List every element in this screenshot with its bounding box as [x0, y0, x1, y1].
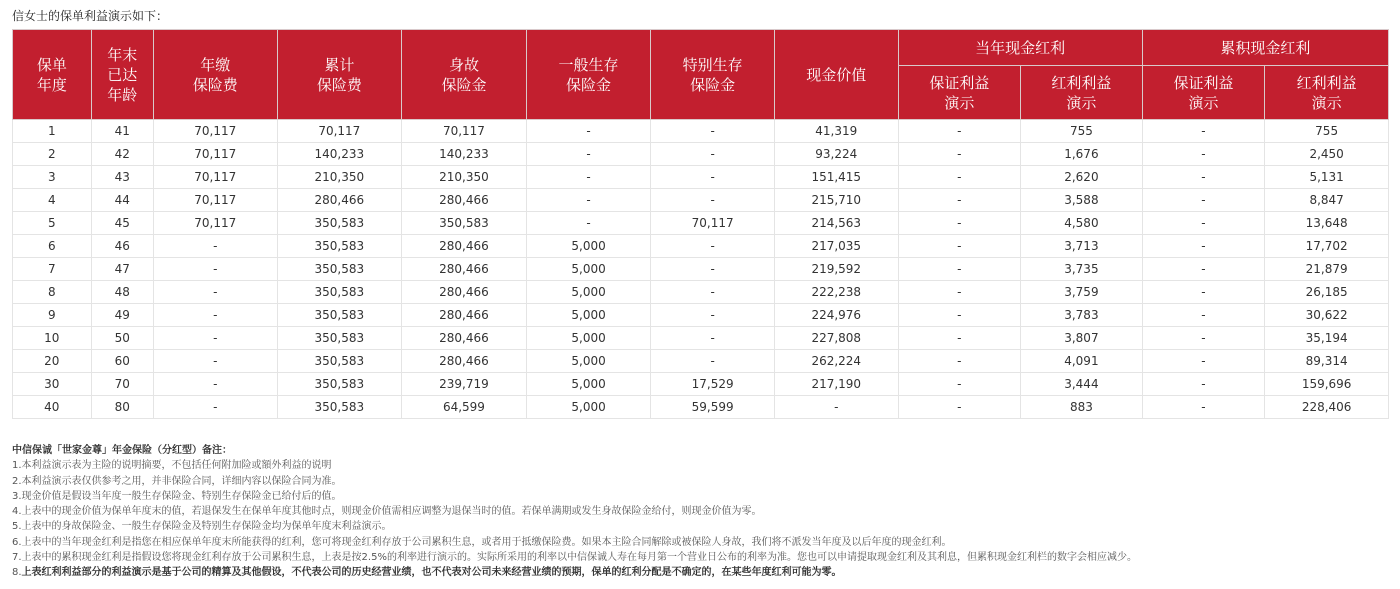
- table-cell: 70,117: [153, 212, 277, 235]
- table-cell: 3,759: [1021, 281, 1143, 304]
- table-cell: -: [898, 189, 1021, 212]
- table-cell: -: [898, 350, 1021, 373]
- table-cell: 217,035: [774, 235, 898, 258]
- table-cell: -: [526, 212, 651, 235]
- table-cell: 228,406: [1265, 396, 1389, 419]
- table-cell: -: [898, 235, 1021, 258]
- note-item: 3.现金价值是假设当年度一般生存保险金、特别生存保险金已给付后的值。: [12, 490, 342, 502]
- table-cell: 70,117: [402, 120, 527, 143]
- note-item: 7.上表中的累积现金红利是指假设您将现金红利存放于公司累积生息，上表是按2.5%的利率进行演示的。实际所采用的利率以中信保诚人寿在每月第一个营业日公布的利率为准。您也可以申请提取现金红利及其利息，但累积现金红利栏的数字会相应减少。: [12, 552, 1137, 564]
- table-cell: 17,529: [651, 373, 775, 396]
- table-cell: 10: [13, 327, 92, 350]
- table-cell: 151,415: [774, 166, 898, 189]
- table-row: [13, 235, 1389, 258]
- table-cell: 280,466: [402, 189, 527, 212]
- table-cell: 41: [91, 120, 153, 143]
- table-cell: -: [651, 120, 775, 143]
- table-cell: 217,190: [774, 373, 898, 396]
- table-cell: -: [898, 304, 1021, 327]
- table-cell: -: [526, 166, 651, 189]
- table-cell: -: [651, 281, 775, 304]
- table-cell: -: [1142, 258, 1265, 281]
- table-cell: 350,583: [277, 235, 402, 258]
- table-cell: 30: [13, 373, 92, 396]
- table-cell: 70,117: [153, 143, 277, 166]
- table-cell: -: [651, 350, 775, 373]
- table-cell: 159,696: [1265, 373, 1389, 396]
- table-cell: 5,000: [526, 396, 651, 419]
- table-cell: 4,091: [1021, 350, 1143, 373]
- table-row: [13, 143, 1389, 166]
- table-cell: 26,185: [1265, 281, 1389, 304]
- table-cell: 140,233: [277, 143, 402, 166]
- table-cell: 224,976: [774, 304, 898, 327]
- table-cell: 280,466: [402, 258, 527, 281]
- benefit-illustration-table: [12, 29, 1389, 419]
- table-cell: 41,319: [774, 120, 898, 143]
- table-cell: -: [898, 166, 1021, 189]
- table-cell: 280,466: [402, 235, 527, 258]
- table-cell: 50: [91, 327, 153, 350]
- table-cell: 70,117: [277, 120, 402, 143]
- header-cumulative-dividend-demo: 红利利益 演示: [1265, 66, 1389, 120]
- table-cell: 350,583: [277, 396, 402, 419]
- table-cell: 227,808: [774, 327, 898, 350]
- note-item: 4.上表中的现金价值为保单年度末的值，若退保发生在保单年度其他时点，则现金价值需相应调整为退保当时的值。若保单满期或发生身故保险金给付，则现金价值为零。: [12, 506, 762, 518]
- header-policy-year: 保单 年度: [13, 30, 92, 120]
- table-cell: 60: [91, 350, 153, 373]
- table-cell: -: [1142, 120, 1265, 143]
- table-cell: 80: [91, 396, 153, 419]
- table-cell: 262,224: [774, 350, 898, 373]
- table-cell: -: [898, 212, 1021, 235]
- table-cell: -: [898, 373, 1021, 396]
- table-cell: -: [153, 373, 277, 396]
- table-cell: -: [153, 396, 277, 419]
- table-cell: 5,000: [526, 235, 651, 258]
- table-cell: 3,444: [1021, 373, 1143, 396]
- table-cell: 20: [13, 350, 92, 373]
- table-cell: -: [898, 281, 1021, 304]
- table-cell: 70,117: [153, 166, 277, 189]
- table-cell: 40: [13, 396, 92, 419]
- table-cell: 5,000: [526, 304, 651, 327]
- table-cell: -: [898, 120, 1021, 143]
- table-row: [13, 396, 1389, 419]
- table-cell: -: [153, 281, 277, 304]
- table-row: [13, 281, 1389, 304]
- table-cell: 280,466: [277, 189, 402, 212]
- table-cell: 59,599: [651, 396, 775, 419]
- table-cell: -: [1142, 235, 1265, 258]
- note-item-8: [12, 565, 1137, 580]
- table-cell: -: [153, 258, 277, 281]
- table-cell: 48: [91, 281, 153, 304]
- table-cell: 21,879: [1265, 258, 1389, 281]
- table-cell: -: [526, 120, 651, 143]
- table-cell: 3,588: [1021, 189, 1143, 212]
- table-cell: -: [1142, 350, 1265, 373]
- table-cell: 883: [1021, 396, 1143, 419]
- table-cell: -: [651, 143, 775, 166]
- table-cell: 280,466: [402, 327, 527, 350]
- header-annual-premium: 年缴 保险费: [153, 30, 277, 120]
- header-age: 年末 已达 年龄: [91, 30, 153, 120]
- table-cell: 45: [91, 212, 153, 235]
- table-row: [13, 327, 1389, 350]
- table-cell: -: [651, 235, 775, 258]
- header-special-survival: 特别生存 保险金: [651, 30, 775, 120]
- table-cell: 4: [13, 189, 92, 212]
- table-cell: -: [1142, 327, 1265, 350]
- table-cell: 755: [1021, 120, 1143, 143]
- note-item: 6.上表中的当年现金红利是指您在相应保单年度末所能获得的红利，您可将现金红利存放于公司累积生息，或者用于抵缴保险费。如果本主险合同解除或被保险人身故，我们将不派发当年度及以后年度的现金红利。: [12, 536, 952, 548]
- table-row: [13, 166, 1389, 189]
- table-cell: 64,599: [402, 396, 527, 419]
- table-cell: 3,735: [1021, 258, 1143, 281]
- table-cell: 755: [1265, 120, 1389, 143]
- note-item: 1.本利益演示表为主险的说明摘要，不包括任何附加险或額外利益的说明: [12, 460, 332, 472]
- table-cell: 350,583: [277, 373, 402, 396]
- table-cell: 280,466: [402, 281, 527, 304]
- table-cell: 350,583: [277, 327, 402, 350]
- table-cell: -: [1142, 304, 1265, 327]
- header-current-guaranteed: 保证利益 演示: [898, 66, 1021, 120]
- table-cell: -: [1142, 166, 1265, 189]
- table-cell: 93,224: [774, 143, 898, 166]
- table-cell: 7: [13, 258, 92, 281]
- table-cell: 215,710: [774, 189, 898, 212]
- table-cell: 42: [91, 143, 153, 166]
- table-cell: 5,000: [526, 258, 651, 281]
- table-cell: 5,131: [1265, 166, 1389, 189]
- table-cell: 89,314: [1265, 350, 1389, 373]
- table-cell: -: [1142, 189, 1265, 212]
- table-cell: -: [651, 327, 775, 350]
- table-cell: 35,194: [1265, 327, 1389, 350]
- table-cell: 1: [13, 120, 92, 143]
- table-cell: 3,783: [1021, 304, 1143, 327]
- table-cell: -: [898, 143, 1021, 166]
- table-cell: -: [153, 327, 277, 350]
- table-cell: 5,000: [526, 327, 651, 350]
- table-cell: 350,583: [277, 258, 402, 281]
- table-row: [13, 373, 1389, 396]
- table-cell: 1,676: [1021, 143, 1143, 166]
- table-cell: 350,583: [277, 304, 402, 327]
- table-cell: 70,117: [153, 120, 277, 143]
- table-row: [13, 350, 1389, 373]
- table-cell: 350,583: [277, 212, 402, 235]
- table-cell: 210,350: [402, 166, 527, 189]
- table-cell: -: [1142, 373, 1265, 396]
- table-cell: 5,000: [526, 350, 651, 373]
- table-cell: 2,620: [1021, 166, 1143, 189]
- table-cell: 30,622: [1265, 304, 1389, 327]
- table-cell: -: [526, 143, 651, 166]
- table-cell: 222,238: [774, 281, 898, 304]
- note-item: 2.本利益演示表仅供参考之用，并非保险合同，详细内容以保险合同为准。: [12, 475, 342, 487]
- table-cell: 350,583: [402, 212, 527, 235]
- notes-section: [12, 443, 1137, 581]
- table-row: [13, 212, 1389, 235]
- table-cell: -: [153, 235, 277, 258]
- note-item: 5.上表中的身故保险金、一般生存保险金及特别生存保险金均为保单年度末利益演示。: [12, 521, 392, 533]
- table-cell: 280,466: [402, 350, 527, 373]
- table-cell: 219,592: [774, 258, 898, 281]
- table-cell: 9: [13, 304, 92, 327]
- table-cell: 2,450: [1265, 143, 1389, 166]
- table-cell: 13,648: [1265, 212, 1389, 235]
- table-cell: -: [774, 396, 898, 419]
- header-cumulative-guaranteed: 保证利益 演示: [1142, 66, 1265, 120]
- table-cell: -: [651, 189, 775, 212]
- table-cell: 43: [91, 166, 153, 189]
- table-cell: 8,847: [1265, 189, 1389, 212]
- table-cell: 210,350: [277, 166, 402, 189]
- table-cell: 5,000: [526, 373, 651, 396]
- note-bold-text: 上表红利利益部分的利益演示是基于公司的精算及其他假设，不代表公司的历史经营业绩，也不代表对公司未来经营业绩的预期，保单的红利分配是不确定的，在某些年度红利可能为零。: [21, 567, 842, 579]
- table-cell: 5,000: [526, 281, 651, 304]
- header-cash-value: 现金价值: [774, 30, 898, 120]
- table-cell: 140,233: [402, 143, 527, 166]
- table-cell: -: [898, 396, 1021, 419]
- table-row: [13, 304, 1389, 327]
- table-cell: 6: [13, 235, 92, 258]
- table-row: [13, 189, 1389, 212]
- table-cell: 44: [91, 189, 153, 212]
- table-cell: 49: [91, 304, 153, 327]
- table-cell: 350,583: [277, 281, 402, 304]
- table-cell: -: [1142, 212, 1265, 235]
- table-cell: 280,466: [402, 304, 527, 327]
- table-cell: 214,563: [774, 212, 898, 235]
- table-cell: 8: [13, 281, 92, 304]
- table-cell: -: [526, 189, 651, 212]
- table-row: [13, 258, 1389, 281]
- table-cell: 3,713: [1021, 235, 1143, 258]
- table-cell: -: [898, 258, 1021, 281]
- table-cell: -: [651, 258, 775, 281]
- table-row: [13, 120, 1389, 143]
- table-cell: 5: [13, 212, 92, 235]
- header-general-survival: 一般生存 保险金: [526, 30, 651, 120]
- table-cell: 3,807: [1021, 327, 1143, 350]
- table-cell: 70: [91, 373, 153, 396]
- table-cell: -: [1142, 143, 1265, 166]
- table-cell: -: [1142, 281, 1265, 304]
- table-cell: -: [1142, 396, 1265, 419]
- table-cell: -: [153, 304, 277, 327]
- header-current-year-dividend: 当年现金红利: [898, 30, 1142, 66]
- header-cumulative-dividend: 累积现金红利: [1142, 30, 1388, 66]
- table-cell: 3: [13, 166, 92, 189]
- table-cell: 350,583: [277, 350, 402, 373]
- table-cell: 70,117: [651, 212, 775, 235]
- table-body: [13, 120, 1389, 419]
- intro-text: 信女士的保单利益演示如下：: [12, 9, 169, 23]
- table-cell: 70,117: [153, 189, 277, 212]
- note-number: 8.: [12, 567, 22, 579]
- table-cell: -: [898, 327, 1021, 350]
- table-cell: 239,719: [402, 373, 527, 396]
- table-cell: -: [651, 166, 775, 189]
- table-cell: -: [153, 350, 277, 373]
- header-death-benefit: 身故 保险金: [402, 30, 527, 120]
- header-current-dividend: 红利利益 演示: [1021, 66, 1143, 120]
- table-cell: 17,702: [1265, 235, 1389, 258]
- table-cell: 47: [91, 258, 153, 281]
- header-cumulative-premium: 累计 保险费: [277, 30, 402, 120]
- table-cell: 46: [91, 235, 153, 258]
- table-cell: 2: [13, 143, 92, 166]
- notes-title: 中信保诚「世家金尊」年金保险（分红型）备注：: [12, 445, 232, 456]
- table-cell: 4,580: [1021, 212, 1143, 235]
- table-cell: -: [651, 304, 775, 327]
